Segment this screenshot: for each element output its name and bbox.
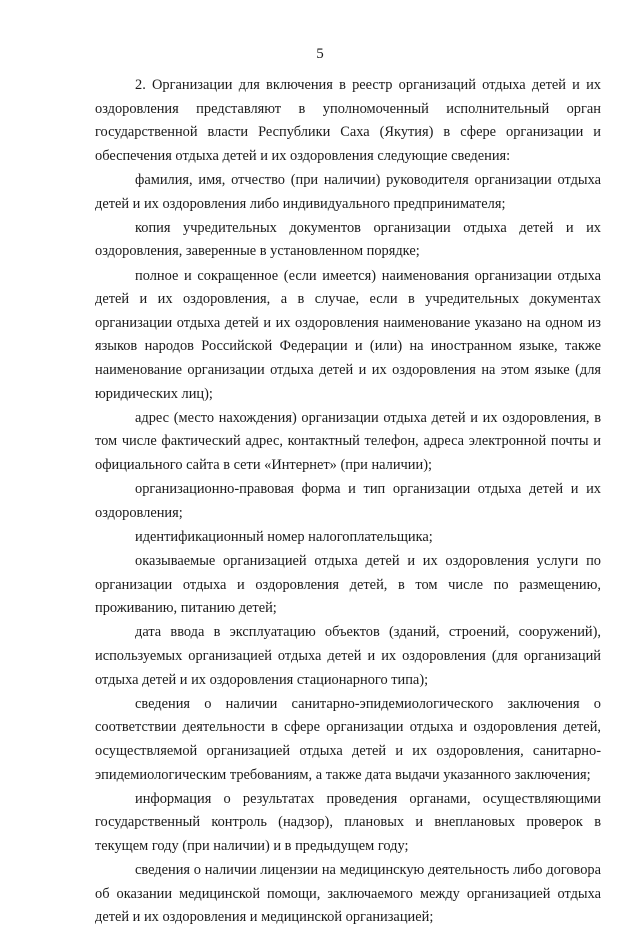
paragraph-services: оказываемые организацией отдыха детей и их оздоровления услуги по организации отдыха и оздоровления детей, в том числе по размещению, проживанию, питанию детей; <box>95 553 601 617</box>
paragraph-intro: 2. Организации для включения в реестр организаций отдыха детей и их оздоровления представляют в уполномоченный исполнительный орган государственной власти Республики Саха (Якутия) в сфере организации и обеспечения отдыха детей и их оздоровления следующие сведения: <box>95 77 601 164</box>
paragraph-commissioning-date: дата ввода в эксплуатацию объектов (зданий, строений, сооружений), используемых организацией отдыха детей и их оздоровления (для организаций отдыха детей и их оздоровления стационарного типа); <box>95 624 601 688</box>
paragraph-organization-name: полное и сокращенное (если имеется) наименования организации отдыха детей и их оздоровления, а в случае, если в учредительных документах организации отдыха детей и их оздоровления наименование указано на одном из языков народов Российской Федерации и (или) на иностранном языке, также наименование организации отдыха детей и их оздоровления на этом языке (для юридических лиц); <box>95 267 601 402</box>
paragraph-sanitary-conclusion: сведения о наличии санитарно-эпидемиологического заключения о соответствии деятельности в сфере организации отдыха и оздоровления детей, осуществляемой организацией отдыха детей и их оздоровления, санитарно-эпидемиологическим требованиям, а также дата выдачи указанного заключения; <box>95 695 601 783</box>
page-number: 5 <box>316 46 324 62</box>
paragraph-address: адрес (место нахождения) организации отдыха детей и их оздоровления, в том числе фактический адрес, контактный телефон, адреса электронной почты и официального сайта в сети «Интернет» (при наличии); <box>95 409 601 473</box>
paragraph-medical-license: сведения о наличии лицензии на медицинскую деятельность либо договора об оказании медицинской помощи, заключаемого между организацией отдыха детей и их оздоровления и медицинской организацией; <box>95 862 601 926</box>
paragraph-inspection-results: информация о результатах проведения органами, осуществляющими государственный контроль (надзор), плановых и внеплановых проверок в текущем году (при наличии) и в предыдущем году; <box>95 790 601 854</box>
paragraph-legal-form: организационно-правовая форма и тип организации отдыха детей и их оздоровления; <box>95 481 601 521</box>
paragraph-founding-documents: копия учредительных документов организации отдыха детей и их оздоровления, заверенные в установленном порядке; <box>95 219 601 260</box>
document-body <box>95 74 601 931</box>
paragraph-head-name: фамилия, имя, отчество (при наличии) руководителя организации отдыха детей и их оздоровления либо индивидуального предпринимателя; <box>95 171 601 212</box>
paragraph-tax-id: идентификационный номер налогоплательщика; <box>135 528 433 545</box>
